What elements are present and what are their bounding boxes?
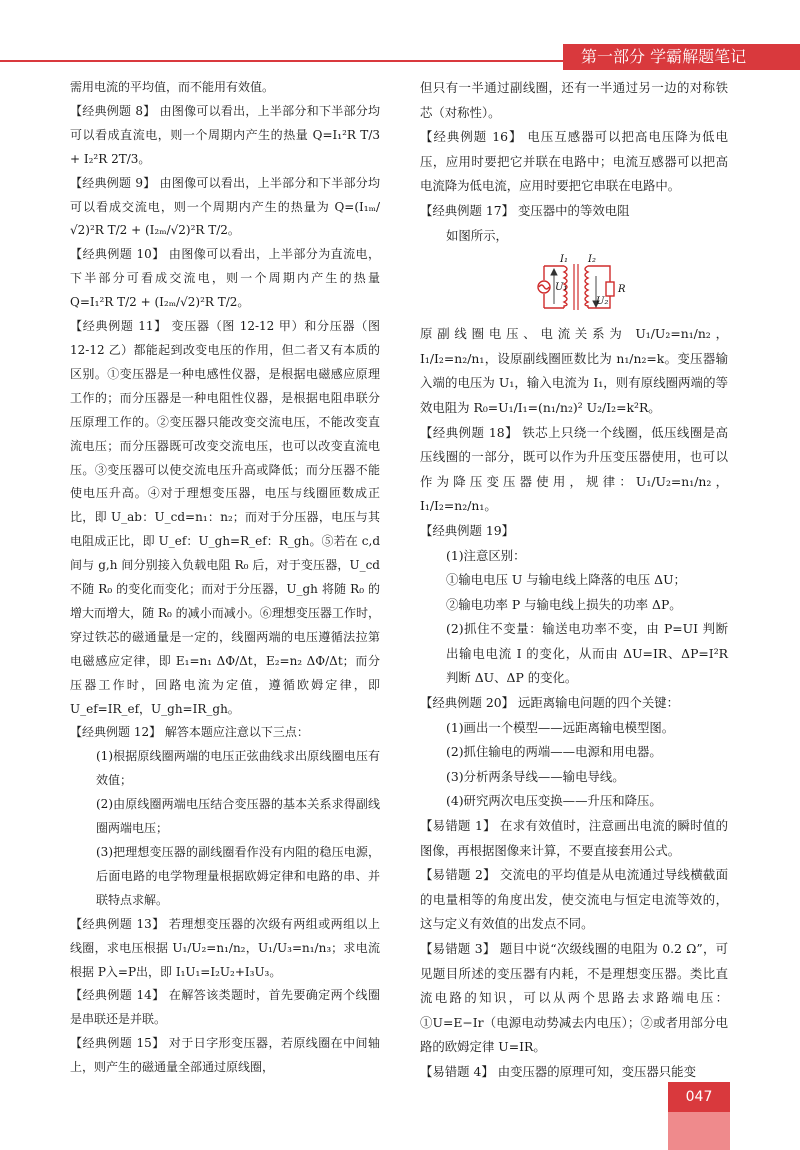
list-item: (3)分析两条导线——输电导线。: [446, 768, 625, 784]
example-12: 【经典例题 12】 解答本题应注意以下三点：: [70, 725, 309, 740]
error-4: 【易错题 4】 由变压器的原理可知，变压器只能变: [420, 1063, 696, 1079]
example-20: 【经典例题 20】 远距离输电问题的四个关键：: [420, 695, 680, 711]
list-item: (1)画出一个模型——远距离输电模型图。: [446, 719, 675, 735]
example-19: 【经典例题 19】: [420, 522, 515, 538]
paragraph: 原副线圈电压、电流关系为 U₁/U₂=n₁/n₂，I₁/I₂=n₂/n₁，设原副线圈匝数比为 n₁/n₂=k。变压器输入端的电压为 U₁，输入电流为 I₁，则有原线圈两端的等效电阻为 R₀=U₁/I₁=(n₁/n₂)² U₂/I₂=k²R。: [420, 326, 728, 415]
error-1: 【易错题 1】 在求有效值时，注意画出电流的瞬时值的图像，再根据图像来计算，不要直接套用公式。: [420, 818, 728, 858]
paragraph: 但只有一半通过副线圈，还有一半通过另一边的对称铁芯（对称性）。: [420, 80, 728, 120]
paragraph: 如图所示，: [446, 227, 508, 243]
transformer-circuit-diagram: [530, 252, 630, 318]
example-10: 【经典例题 10】 由图像可以看出，上半部分为直流电，下半部分可看成交流电，则一个周期内产生的热量 Q=I₁²R T/2 + (I₂ₘ/√2)²R T/2。: [70, 247, 380, 310]
example-15: 【经典例题 15】 对于日字形变压器，若原线圈在中间轴上，则产生的磁通量全部通过原线圈，: [70, 1036, 380, 1075]
list-item: (3)把理想变压器的副线圈看作没有内阻的稳压电源，后面电路的电学物理量根据欧姆定律和电路的串、并联特点求解。: [96, 845, 380, 907]
list-item: (2)抓住输电的两端——电源和用电器。: [446, 744, 662, 760]
example-14: 【经典例题 14】 在解答该类题时，首先要确定两个线圈是串联还是并联。: [70, 988, 380, 1027]
example-13: 【经典例题 13】 若理想变压器的次级有两组或两组以上线圈，求电压根据 U₁/U₂=n₁/n₂，U₁/U₃=n₁/n₃；求电流根据 P入=P出，即 I₁U₁=I₂U₂+I₃U₃。: [70, 916, 380, 979]
list-item: (1)注意区别：: [446, 547, 526, 563]
label-u1: U₁: [555, 282, 568, 294]
section-title: 第一部分 学霸解题笔记: [563, 44, 800, 70]
example-8: 【经典例题 8】 由图像可以看出，上半部分和下半部分均可以看成直流电，则一个周期内产生的热量 Q=I₁²R T/3 + I₂²R 2T/3。: [70, 103, 380, 166]
list-item: (2)抓住不变量：输送电功率不变，由 P=UI 判断出输电电流 I 的变化，从而由 ΔU=IR、ΔP=I²R 判断 ΔU、ΔP 的变化。: [446, 621, 728, 686]
right-column: [420, 76, 728, 1085]
paragraph: 需用电流的平均值，而不能用有效值。: [70, 80, 275, 94]
example-16: 【经典例题 16】 电压互感器可以把高电压降为低电压，应用时要把它并联在电路中；电流互感器可以把高电流降为低电流，应用时要把它串联在电路中。: [420, 129, 728, 194]
list-item: ①输电电压 U 与输电线上降落的电压 ΔU；: [446, 572, 686, 588]
label-r: R: [618, 284, 626, 296]
example-18: 【经典例题 18】 铁芯上只绕一个线圈，低压线圈是高压线圈的一部分，既可以作为升压变压器使用，也可以作为降压变压器使用，规律：U₁/U₂=n₁/n₂，I₁/I₂=n₂/n₁。: [420, 424, 728, 514]
example-11: 【经典例题 11】 变压器（图 12-12 甲）和分压器（图 12-12 乙）都能起到改变电压的作用，但二者又有本质的区别。①变压器是一种电感性仪器，是根据电磁感应原理工作的；而分压器是一种电阻性仪器，是根据电阻串联分压原理工作的。②变压器只能改变交流电压，不能改变直流电压；而分压器既可改变交流电压，也可以改变直流电压。③变压器可以使交流电压升高或降低；而分压器不能使电压升高。④对于理想变压器，电压与线圈匝数成正比，即 U_ab：U_cd=n₁：n₂；而对于分压器，电压与其电阻成正比，即 U_ef：U_gh=R_ef：R_gh。⑤若在 c,d 间与 g,h 间分别接入负载电阻 R₀ 后，对于变压器，U_cd 不随 R₀ 的变化而变化；而对于分压器，U_gh 将随 R₀ 的增大而增大，随 R₀ 的减小而减小。⑥理想变压器工作时，穿过铁芯的磁通量是一定的，线圈两端的电压遵循法拉第电磁感应定律，即 E₁=n₁ ΔΦ/Δt，E₂=n₂ ΔΦ/Δt；而分压器工作时，回路电流为定值，遵循欧姆定律，即 U_ef=IR_ef，U_gh=IR_gh。: [70, 319, 380, 716]
label-i2: I₂: [588, 254, 596, 266]
left-column: [70, 76, 380, 1080]
example-9: 【经典例题 9】 由图像可以看出，上半部分和下半部分均可以看成交流电，则一个周期内产生的热量为 Q=(I₁ₘ/√2)²R T/2 + (I₂ₘ/√2)²R T/2。: [70, 175, 380, 238]
list-item: ②输电功率 P 与输电线上损失的功率 ΔP。: [446, 596, 682, 612]
list-item: (1)根据原线圈两端的电压正弦曲线求出原线圈电压有效值；: [96, 749, 380, 788]
label-i1: I₁: [560, 254, 568, 266]
error-3: 【易错题 3】 题目中说“次级线圈的电阻为 0.2 Ω”，可见题目所述的变压器有内耗，不是理想变压器。类比直流电路的知识，可以从两个思路去求路端电压：①U=E−Ir（电源电动势减去内电压）；②或者用部分电路的欧姆定律 U=IR。: [420, 941, 728, 1055]
page-number: 047: [668, 1082, 730, 1112]
error-2: 【易错题 2】 交流电的平均值是从电流通过导线横截面的电量相等的角度出发，使交流电与恒定电流等效的，这与定义有效值的出发点不同。: [420, 867, 728, 932]
example-17: 【经典例题 17】 变压器中的等效电阻: [420, 202, 630, 218]
list-item: (4)研究两次电压变换——升压和降压。: [446, 793, 662, 809]
list-item: (2)由原线圈两端电压结合变压器的基本关系求得副线圈两端电压；: [96, 797, 380, 836]
label-u2: U₂: [596, 296, 609, 308]
